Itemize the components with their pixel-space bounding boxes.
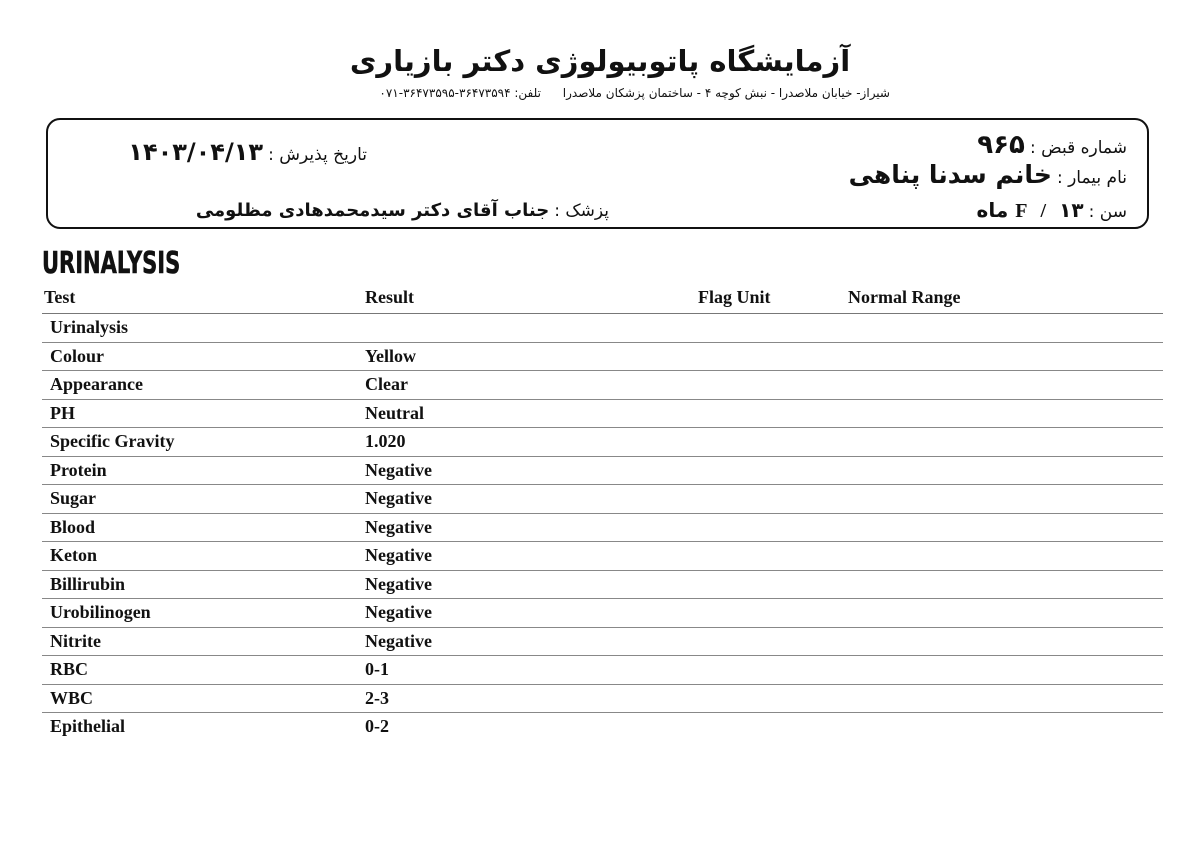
test-flag-unit [698,713,848,741]
test-result: Clear [365,371,698,400]
test-result: 0-1 [365,656,698,685]
test-result: Negative [365,485,698,514]
age-label: سن : [1088,202,1127,222]
test-flag-unit [698,399,848,428]
patient-info-box [46,118,1149,229]
test-name: Epithelial [50,716,126,737]
table-row [42,684,1163,713]
test-flag-unit [698,314,848,343]
patient-sex: F [1015,200,1028,222]
test-name: Specific Gravity [42,428,365,457]
test-name: Urinalysis [42,314,365,343]
section-title: URINALYSIS [42,246,181,281]
test-result: Neutral [365,399,698,428]
doctor-label: پزشک : [554,201,609,221]
results-table [42,282,1163,741]
table-row [42,485,1163,514]
lab-address-line [250,86,890,100]
test-name: PH [42,399,365,428]
test-normal-range [848,399,1163,428]
test-normal-range [848,371,1163,400]
test-result: Negative [365,627,698,656]
receipt-field [977,130,1127,160]
test-normal-range [848,542,1163,571]
test-result: Negative [365,599,698,628]
test-result: Negative [365,570,698,599]
test-flag-unit [698,513,848,542]
lab-address: شیراز- خیابان ملاصدرا - نبش کوچه ۴ - ساختمان پزشکان ملاصدرا [562,86,890,100]
test-flag-unit [698,599,848,628]
lab-phone: تلفن: ۳۶۴۷۳۵۹۴-۳۶۴۷۳۵۹۵-۰۷۱ [379,86,541,100]
column-header-normal-range: Normal Range [848,282,1163,314]
column-header-flag-unit: Flag Unit [698,282,848,314]
column-header-result: Result [365,282,698,314]
test-normal-range [848,656,1163,685]
test-name: WBC [42,684,365,713]
test-name: Sugar [42,485,365,514]
test-name: Blood [42,513,365,542]
table-row [42,314,1163,343]
table-header-row [42,282,1163,314]
table-row [42,656,1163,685]
table-row [42,342,1163,371]
test-result: 0-2 [365,716,389,737]
test-flag-unit [698,342,848,371]
test-result [365,314,698,343]
test-name: Appearance [42,371,365,400]
test-flag-unit [698,542,848,571]
table-row [42,456,1163,485]
test-name: Protein [42,456,365,485]
test-result: Yellow [365,342,698,371]
lab-name: آزمایشگاه پاتوبیولوژی دکتر بازیاری [349,44,851,78]
test-name: Urobilinogen [42,599,365,628]
test-normal-range [848,314,1163,343]
test-normal-range [848,713,1163,741]
table-row [42,399,1163,428]
test-normal-range [848,513,1163,542]
test-flag-unit [698,656,848,685]
test-result: 2-3 [365,684,698,713]
test-result: Negative [365,513,698,542]
test-result: 1.020 [365,428,698,457]
patient-name-label: نام بیمار : [1056,168,1127,188]
test-normal-range [848,627,1163,656]
table-row [42,570,1163,599]
test-name: Colour [42,342,365,371]
test-normal-range [848,485,1163,514]
test-normal-range [848,342,1163,371]
admission-date-label: تاریخ پذیرش : [268,145,367,165]
test-flag-unit [698,485,848,514]
doctor-name: جناب آقای دکتر سیدمحمدهادی مظلومی [195,200,550,221]
doctor-field [196,200,609,221]
test-flag-unit [698,684,848,713]
column-header-test: Test [42,282,365,314]
age-separator: / [1040,200,1047,222]
test-normal-range [848,428,1163,457]
test-name: RBC [42,656,365,685]
patient-age: ۱۳ ماه [976,198,1084,222]
test-flag-unit [698,371,848,400]
test-normal-range [848,570,1163,599]
test-normal-range [848,456,1163,485]
age-field [977,198,1127,223]
table-row [42,713,1163,741]
admission-date: ۱۴۰۳/۰۴/۱۳ [128,138,264,166]
test-flag-unit [698,570,848,599]
test-flag-unit [698,627,848,656]
table-row [42,371,1163,400]
table-row [42,428,1163,457]
test-result: Negative [365,456,698,485]
receipt-number: ۹۶۵ [977,130,1025,160]
table-row [42,513,1163,542]
test-result: Negative [365,542,698,571]
test-name: Keton [42,542,365,571]
test-name: Billirubin [42,570,365,599]
table-row [42,599,1163,628]
test-name: Nitrite [42,627,365,656]
patient-name: خانم سدنا پناهی [848,160,1052,189]
test-normal-range [848,684,1163,713]
admission-date-field [128,138,367,166]
test-flag-unit [698,428,848,457]
test-normal-range [848,599,1163,628]
table-row [42,627,1163,656]
receipt-label: شماره قبض : [1030,138,1127,158]
test-flag-unit [698,456,848,485]
table-row [42,542,1163,571]
patient-name-field [849,160,1127,189]
